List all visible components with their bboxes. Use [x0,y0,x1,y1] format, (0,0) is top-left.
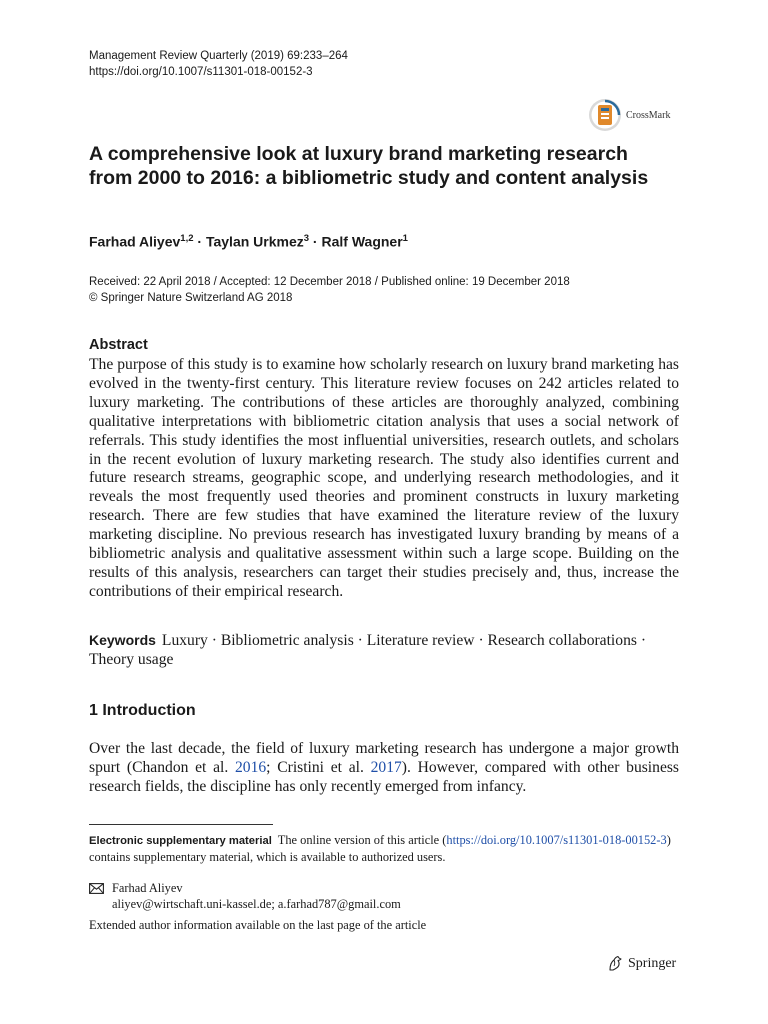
article-title: A comprehensive look at luxury brand marketing research from 2000 to 2016: a bibliometric study and content analysis [89,143,649,189]
abstract-text: The purpose of this study is to examine how scholarly research on luxury brand marketing has evolved in the twenty-first century. This literature review focuses on 242 articles related to luxury marketing. The contributions of these articles are thoroughly analyzed, combining qualitative interpretations with bibliometric citation analysis that uses a social network of referrals. This study identifies the most influential universities, research outlets, and scholars in the recent evolution of luxury marketing research. The study also identifies current and future research streams, geographic scope, and underlying research methodologies, and it reveals the most frequently used theories and prominent constructs in luxury marketing research. There are few studies that have examined the literature review of the luxury marketing discipline. No previous research has investigated luxury branding by means of a bibliometric analysis and qualitative assessment within such a large scope. Building on the results of this analysis, researchers can target their studies precisely and, thus, increase the contributions of their empirical research. [89,356,679,600]
copyright: © Springer Nature Switzerland AG 2018 [89,292,293,304]
keywords [89,631,679,670]
author-name[interactable]: Taylan Urkmez [205,233,304,250]
esm-text: The online version of this article ( [277,833,447,847]
intro-text: ; Cristini et al. [266,759,371,776]
springer-logo [607,955,676,972]
keywords-label: Keywords [89,632,156,648]
citation-link[interactable]: 2017 [370,759,402,776]
section-heading: 1 Introduction [89,702,196,719]
envelope-icon [89,883,104,894]
esm-text: ) contains supplementary material, which is available to authorized users. [89,833,671,864]
citation-link[interactable]: 2016 [234,759,267,776]
crossmark-icon [588,98,622,132]
journal-header [89,48,348,80]
extended-author-info: Extended author information available on the last page of the article [89,918,427,932]
author-affiliation: 1 [402,233,408,244]
abstract-heading: Abstract [89,337,148,353]
contact-name: Farhad Aliyev [112,881,183,895]
author-separator: · [193,233,206,250]
article-dates: Received: 22 April 2018 / Accepted: 12 December 2018 / Published online: 19 December 2018 [89,276,570,288]
author-separator: · [309,233,322,250]
footnote-divider [89,824,273,825]
crossmark-label: CrossMark [626,109,671,121]
crossmark-badge[interactable] [588,98,670,132]
author-affiliation: 1,2 [180,233,194,244]
journal-citation: Management Review Quarterly (2019) 69:233–264 [89,50,348,62]
intro-text: Over the last decade, the field of luxury marketing research has undergone a major growth spurt (Chandon et al. [89,740,679,776]
contact-email[interactable]: aliyev@wirtschaft.uni-kassel.de; a.farhad787@gmail.com [112,897,401,911]
author-list [89,233,408,250]
introduction-paragraph [89,739,679,796]
author-affiliation: 3 [303,233,310,244]
esm-label: Electronic supplementary material [89,835,272,847]
keywords-list: Luxury · Bibliometric analysis · Literature review · Research collaborations · Theory usage [89,632,647,668]
article-doi[interactable]: https://doi.org/10.1007/s11301-018-00152-3 [89,66,313,78]
author-name[interactable]: Ralf Wagner [321,233,403,250]
springer-horse-icon [607,955,624,972]
corresponding-author [89,880,401,912]
esm-link[interactable]: https://doi.org/10.1007/s11301-018-00152-3 [446,833,667,847]
publisher-name: Springer [628,955,677,971]
intro-text: ). However, compared with other business research fields, the discipline has only recently emerged from infancy. [89,759,679,795]
publication-history [89,274,570,306]
author-name[interactable]: Farhad Aliyev [89,233,181,250]
supplementary-note [89,832,679,865]
